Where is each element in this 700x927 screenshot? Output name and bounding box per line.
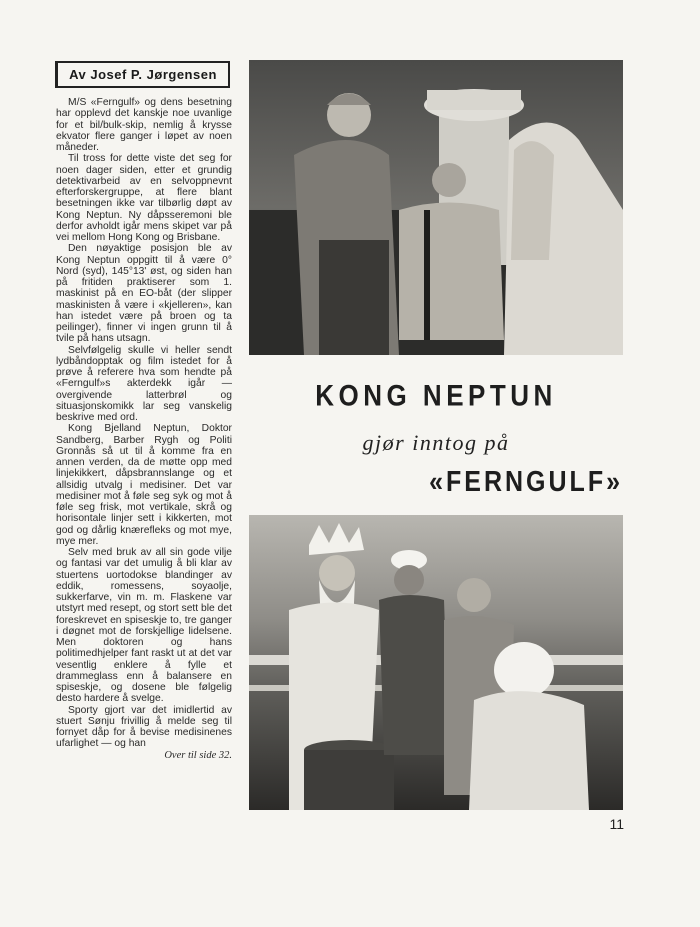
article-paragraph: Til tross for dette viste det seg for noen dager siden, etter et grundig detektivarbeid av en selvoppnevnt efterforskergruppe, at flere blant besetningen ikke var tilbørlig døpt av Kong Neptun. Ny dåpsseremoni ble derfor avholdt igår mens skipet var på vei mellom Hong Kong og Brisbane. [56, 153, 232, 243]
headline-ship-name: «FERNGULF» [429, 465, 623, 499]
article-paragraph: Selv med bruk av all sin gode vilje og fantasi var det umulig å bli klar av stuertens uortodokse blandinger av eddik, romessens, soyaolje, sukkerfarve, vin m. m. Flaskene var utstyrt med resept, og stort sett ble det foreskrevet en spiseskje to, tre ganger i døgnet mot de forskjellige lidelsene. Men doktoren og hans politimedhjelper fant raskt ut at det var vesentlig enklere å fylle et drammeglass enn å balansere en spiseskje, og dosene ble følgelig desto hardere å svelge. [56, 547, 232, 705]
photo-crew-laughing [249, 60, 623, 355]
page-number: 11 [609, 816, 624, 832]
article-paragraph: M/S «Ferngulf» og dens besetning har opplevd det kanskje noe uvanlige for et bil/bulk-skip, nemlig å krysse ekvator flere ganger i løpet av noen måneder. [56, 97, 232, 153]
byline: Av Josef P. Jørgensen [55, 61, 230, 88]
article-paragraph: Den nøyaktige posisjon ble av Kong Neptun oppgitt til å være 0° Nord (syd), 145°13' øst, og siden han på fritiden praktiserer som 1. maskinist på en EO-båt (der slipper maskinisten å være i «kjelleren», kan han istedet være på broen og ta peilinger), finner vi ingen grunn til å tvile på hans utsagn. [56, 243, 232, 345]
continued-notice: Over til side 32. [164, 749, 232, 761]
article-paragraph: Selvfølgelig skulle vi heller sendt lydbåndopptak og film istedet for å prøve å referere hva som hendte på «Ferngulf»s akterdekk igår — overgivende latterbrøl og situasjonskomikk lar seg vanskelig beskrive med ord. [56, 344, 232, 423]
headline-subtitle: gjør inntog på [362, 430, 510, 455]
headline-title: KONG NEPTUN [315, 377, 557, 413]
photo-neptune-ceremony [249, 515, 623, 810]
article-paragraph: Sporty gjort var det imidlertid av stuert Sønju frivillig å melde seg til fornyet dåp for å bevise medisinenes ufarlighet — og han [56, 704, 232, 750]
article-paragraph: Kong Bjelland Neptun, Doktor Sandberg, Barber Rygh og Politi Gronnås så ut til å komme fra en annen verden, da de møtte opp med linjekikkert, dåpsbrannslange og et allsidig utvalg i medisiner. Det var medisiner mot å føle seg syk og mot å føle seg frisk, mot vertikale, skrå og horisontale linjer sett i kikkerten, mot god og dårlig knærefleks og mot mye, mye mer. [56, 423, 232, 547]
article-body [56, 97, 232, 809]
